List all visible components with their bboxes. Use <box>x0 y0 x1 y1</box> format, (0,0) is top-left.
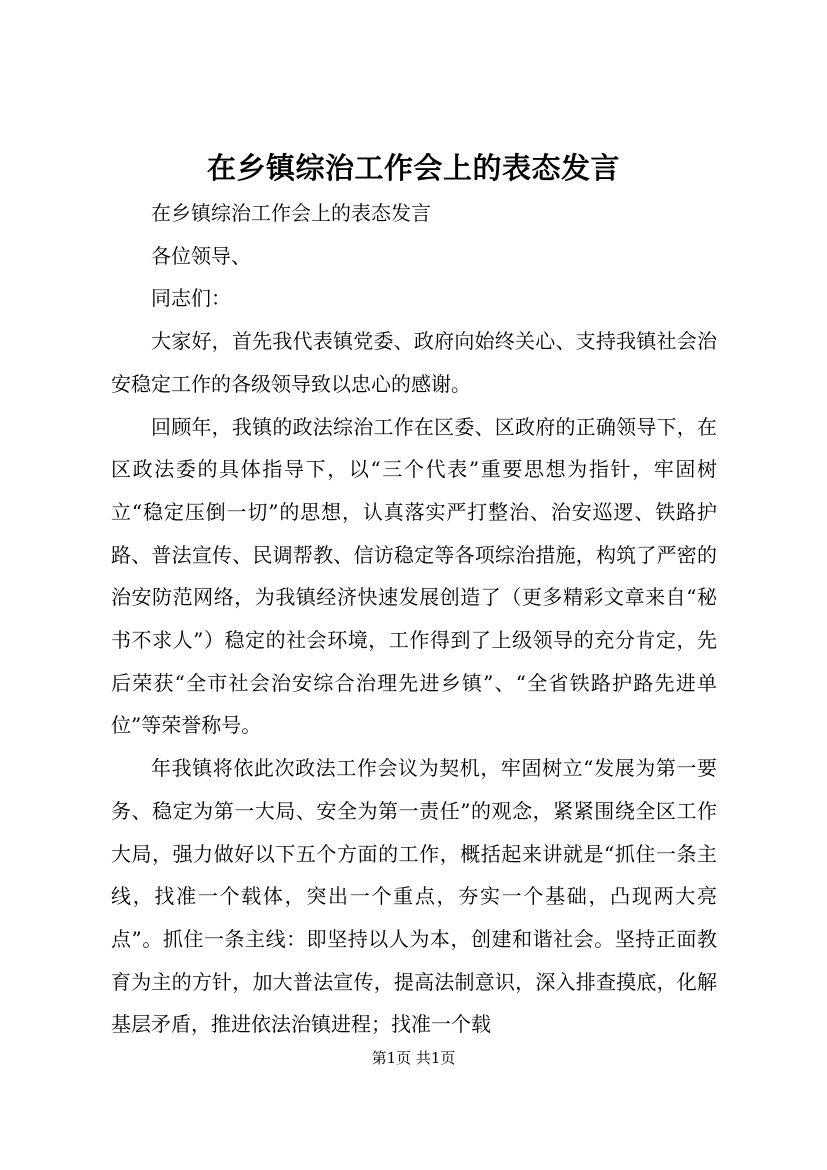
salutation-leaders: 各位领导、 <box>151 243 251 268</box>
page-footer: 第1页 共1页 <box>371 1049 456 1067</box>
subtitle-paragraph: 在乡镇综治工作会上的表态发言 <box>151 201 431 225</box>
body-paragraph: 大家好，首先我代表镇党委、政府向始终关心、支持我镇社会治安稳定工作的各级领导致以忠心的感谢。 <box>111 329 717 396</box>
document-body <box>111 192 717 1046</box>
body-paragraph: 年我镇将依此次政法工作会议为契机，牢固树立“发展为第一要务、稳定为第一大局、安全为第一责任”的观念，紧紧围绕全区工作大局，强力做好以下五个方面的工作，概括起来讲就是“抓住一条主线，找准一个载体，突出一个重点，夯实一个基础，凸现两大亮点”。抓住一条主线：即坚持以人为本，创建和谐社会。坚持正面教育为主的方针，加大普法宣传，提高法制意识，深入排查摸底，化解基层矛盾，推进依法治镇进程；找准一个载 <box>111 756 717 1037</box>
body-paragraph: 回顾年，我镇的政法综治工作在区委、区政府的正确领导下，在区政法委的具体指导下，以“三个代表”重要思想为指针，牢固树立“稳定压倒一切”的思想，认真落实严打整治、治安巡逻、铁路护路、普法宣传、民调帮教、信访稳定等各项综治措施，构筑了严密的治安防范网络，为我镇经济快速发展创造了（更多精彩文章来自“秘书不求人”）稳定的社会环境，工作得到了上级领导的充分肯定，先后荣获“全市社会治安综合治理先进乡镇”、“全省铁路护路先进单位”等荣誉称号。 <box>111 414 717 738</box>
salutation-comrades: 同志们： <box>151 286 231 311</box>
document-title: 在乡镇综治工作会上的表态发言 <box>206 151 620 185</box>
